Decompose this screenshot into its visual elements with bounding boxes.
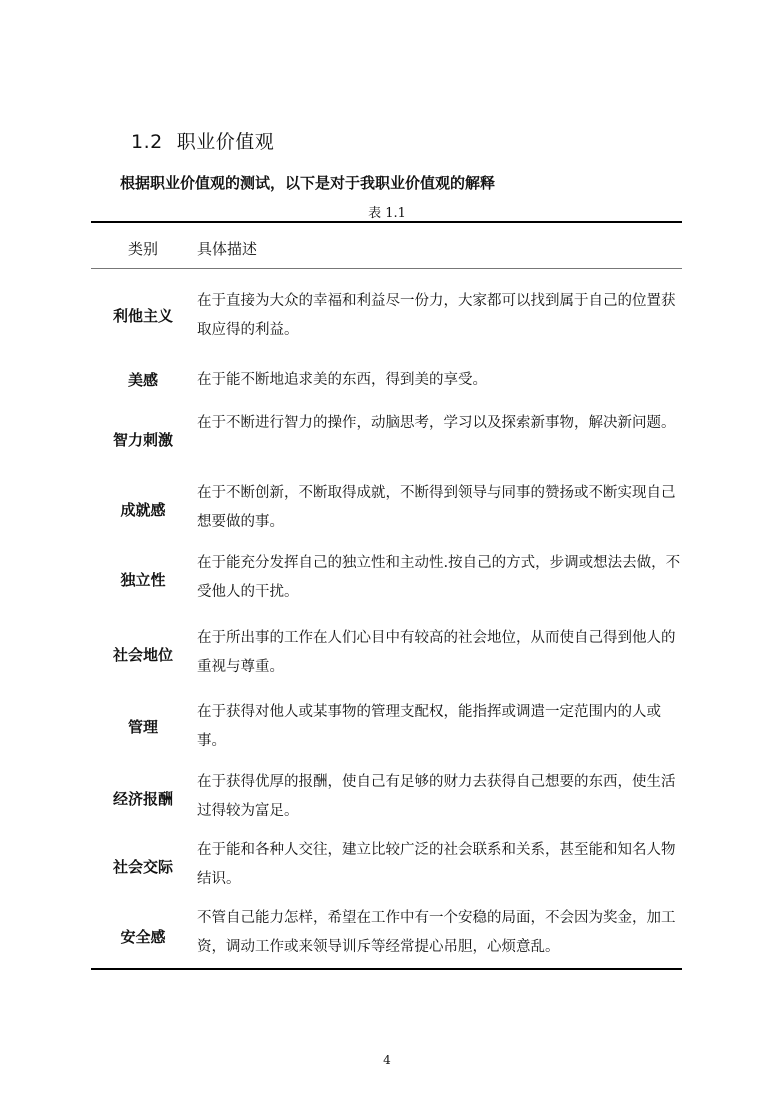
row-description: 在于不断创新，不断取得成就，不断得到领导与同事的赞扬或不断实现自己想要做的事。	[197, 485, 676, 530]
row-category: 安全感	[120, 928, 166, 946]
page-number: 4	[383, 1053, 391, 1067]
row-description: 在于直接为大众的幸福和利益尽一份力，大家都可以找到属于自己的位置获取应得的利益。	[197, 293, 676, 338]
row-category: 独立性	[120, 571, 166, 589]
row-description: 不管自己能力怎样，希望在工作中有一个安稳的局面，不会因为奖金，加工资，调动工作或来领导训斥等经常提心吊胆，心烦意乱。	[197, 910, 676, 955]
row-description: 在于获得对他人或某事物的管理支配权，能指挥或调遣一定范围内的人或事。	[197, 704, 661, 749]
section-number: 1.2	[131, 131, 163, 153]
row-description: 在于能充分发挥自己的独立性和主动性.按自己的方式，步调或想法去做，不受他人的干扰。	[197, 555, 681, 600]
intro-text: 根据职业价值观的测试，以下是对于我职业价值观的解释	[120, 174, 496, 192]
header-description: 具体描述	[197, 240, 258, 258]
header-category: 类别	[127, 240, 158, 258]
row-category: 成就感	[120, 501, 166, 519]
row-description: 在于不断进行智力的操作，动脑思考，学习以及探索新事物，解决新问题。	[197, 415, 676, 431]
row-category: 管理	[127, 718, 158, 736]
row-category: 美感	[127, 371, 158, 389]
row-description: 在于能和各种人交往，建立比较广泛的社会联系和关系，甚至能和知名人物结识。	[197, 842, 676, 887]
section-title: 职业价值观	[176, 131, 275, 153]
row-description: 在于所出事的工作在人们心目中有较高的社会地位，从而使自己得到他人的重视与尊重。	[197, 630, 676, 675]
table-bottom-rule	[91, 968, 682, 970]
row-category: 利他主义	[112, 307, 173, 325]
row-category: 社会地位	[112, 646, 173, 664]
row-description: 在于能不断地追求美的东西，得到美的享受。	[197, 372, 487, 388]
table-header-rule	[91, 268, 682, 269]
row-category: 智力刺激	[112, 431, 173, 449]
section-heading	[131, 127, 274, 154]
row-category: 经济报酬	[112, 790, 173, 808]
table-top-rule	[91, 221, 682, 223]
row-description: 在于获得优厚的报酬，使自己有足够的财力去获得自己想要的东西，使生活过得较为富足。	[197, 774, 676, 819]
row-category: 社会交际	[112, 858, 173, 876]
table-caption: 表 1.1	[368, 206, 406, 221]
